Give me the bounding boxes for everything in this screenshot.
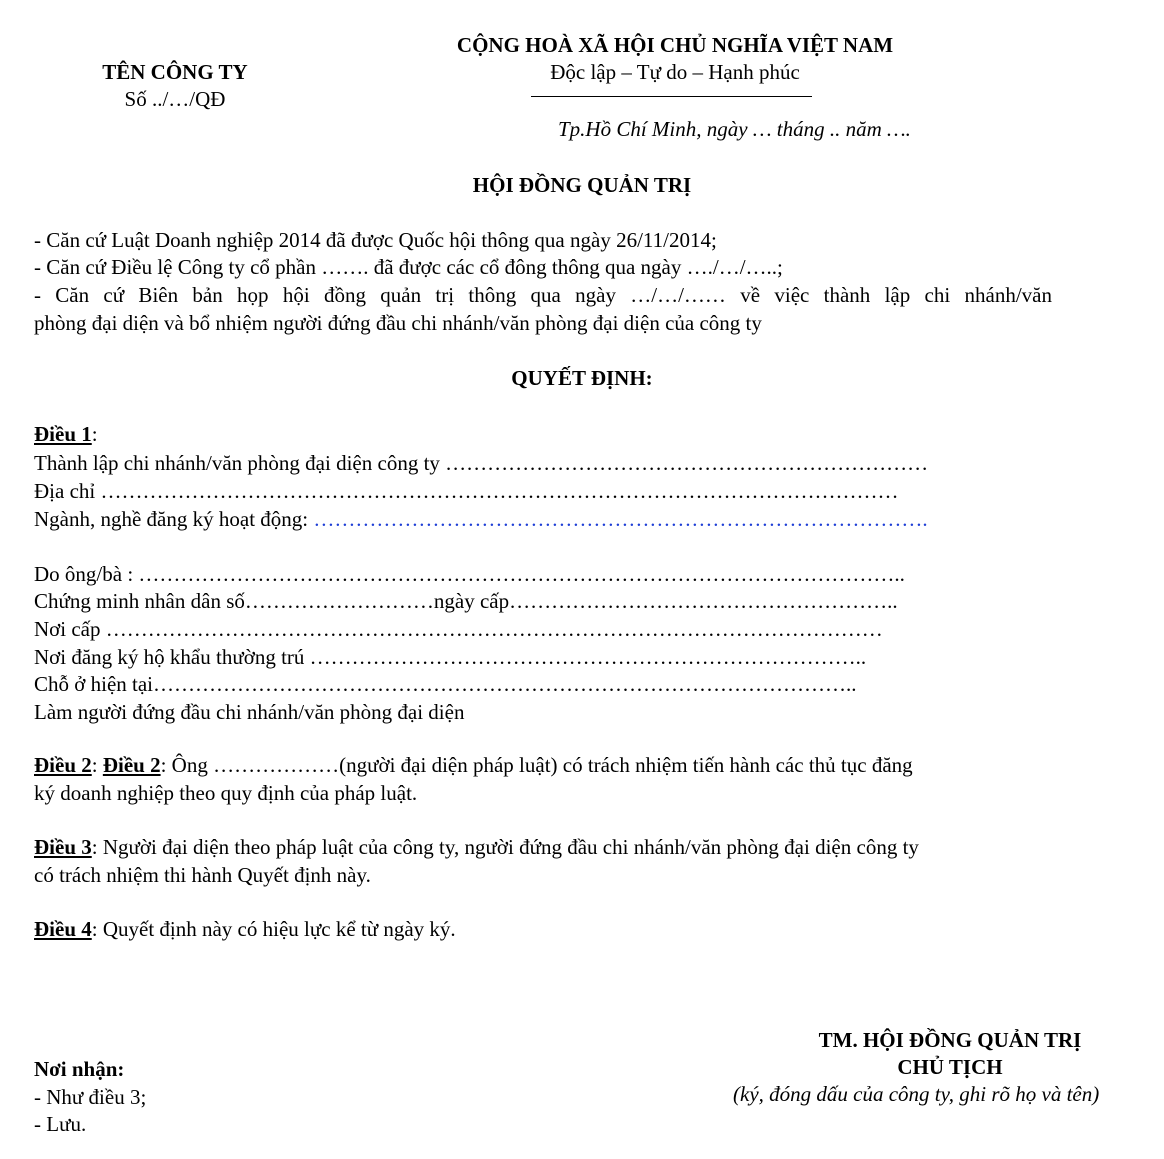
decision-title: QUYẾT ĐỊNH: (511, 366, 653, 390)
person-line-1: Do ông/bà : ……………………………………………………………………………………………….. (34, 562, 905, 586)
article1-closing: Làm người đứng đầu chi nhánh/văn phòng đại diện (34, 700, 465, 724)
article1-label: Điều 1 (34, 422, 92, 446)
article2-label: Điều 2 (34, 753, 92, 777)
issuer-heading: HỘI ĐỒNG QUẢN TRỊ (472, 173, 692, 197)
article1-line-2: Địa chỉ …………………………………………………………………………………………………… (34, 479, 899, 503)
recipient-item-1: - Như điều 3; (34, 1085, 147, 1109)
decision-number: Số ../…/QĐ (124, 87, 226, 111)
nation-title: CỘNG HOÀ XÃ HỘI CHỦ NGHĨA VIỆT NAM (456, 33, 894, 57)
recipient-item-2: - Lưu. (34, 1112, 87, 1136)
article1-business-line (34, 506, 928, 533)
article3-text-1: : Người đại diện theo pháp luật của công ty, người đứng đầu chi nhánh/văn phòng đại diện công ty (91, 835, 919, 859)
basis-line-1: - Căn cứ Luật Doanh nghiệp 2014 đã được Quốc hội thông qua ngày 26/11/2014; (34, 228, 717, 252)
business-label: Ngành, nghề đăng ký hoạt động: (34, 507, 314, 531)
person-line-2: Chứng minh nhân dân số………………………ngày cấp……………………………………………….. (34, 589, 898, 613)
business-dots: ……………………………………………………………………………. (313, 507, 928, 531)
article1-heading (34, 421, 98, 448)
article3-line-1 (34, 834, 919, 861)
person-line-4: Nơi đăng ký hộ khẩu thường trú …………………………………………………………………….. (34, 645, 867, 669)
article1-colon: : (91, 422, 98, 446)
article2-line-1: Điều 2: Điều 2: Ông ………………(người đại diện pháp luật) có trách nhiệm tiến hành các thủ tục đăng (34, 753, 913, 777)
signature-note: (ký, đóng dấu của công ty, ghi rõ họ và tên) (733, 1082, 1100, 1106)
place-date: Tp.Hồ Chí Minh, ngày … tháng .. năm …. (558, 117, 911, 141)
person-line-3: Nơi cấp ………………………………………………………………………………………………… (34, 617, 883, 641)
article4-line (34, 916, 456, 943)
article2-text-1: : Ông ………………(người đại diện pháp luật) có trách nhiệm tiến hành các thủ tục đăng (160, 753, 913, 777)
article2-line-2: ký doanh nghiệp theo quy định của pháp luật. (34, 781, 418, 805)
motto-underline (531, 96, 812, 97)
signature-org: TM. HỘI ĐỒNG QUẢN TRỊ (818, 1028, 1082, 1052)
recipients-title: Nơi nhận: (34, 1057, 125, 1081)
basis-line-2: - Căn cứ Điều lệ Công ty cổ phần ……. đã được các cổ đông thông qua ngày …./…/…..; (34, 255, 783, 279)
basis-line-4: phòng đại diện và bổ nhiệm người đứng đầu chi nhánh/văn phòng đại diện của công ty (34, 311, 762, 335)
article3-line-2: có trách nhiệm thi hành Quyết định này. (34, 863, 371, 887)
company-name: TÊN CÔNG TY (102, 60, 248, 84)
person-line-5: Chỗ ở hiện tại……………………………………………………………………………………….. (34, 672, 857, 696)
motto: Độc lập – Tự do – Hạnh phúc (550, 60, 800, 84)
article2-label-repeat: Điều 2 (102, 753, 161, 777)
article1-line-1: Thành lập chi nhánh/văn phòng đại diện công ty …………………………………………………………… (34, 451, 929, 475)
signature-title: CHỦ TỊCH (897, 1055, 1003, 1079)
article3-label: Điều 3 (34, 835, 92, 859)
article4-label: Điều 4 (34, 917, 92, 941)
article4-text: : Quyết định này có hiệu lực kể từ ngày ký. (91, 917, 456, 941)
basis-line-3: - Căn cứ Biên bản họp hội đồng quản trị thông qua ngày …/…/…… về việc thành lập chi nhánh/văn (34, 283, 1052, 307)
